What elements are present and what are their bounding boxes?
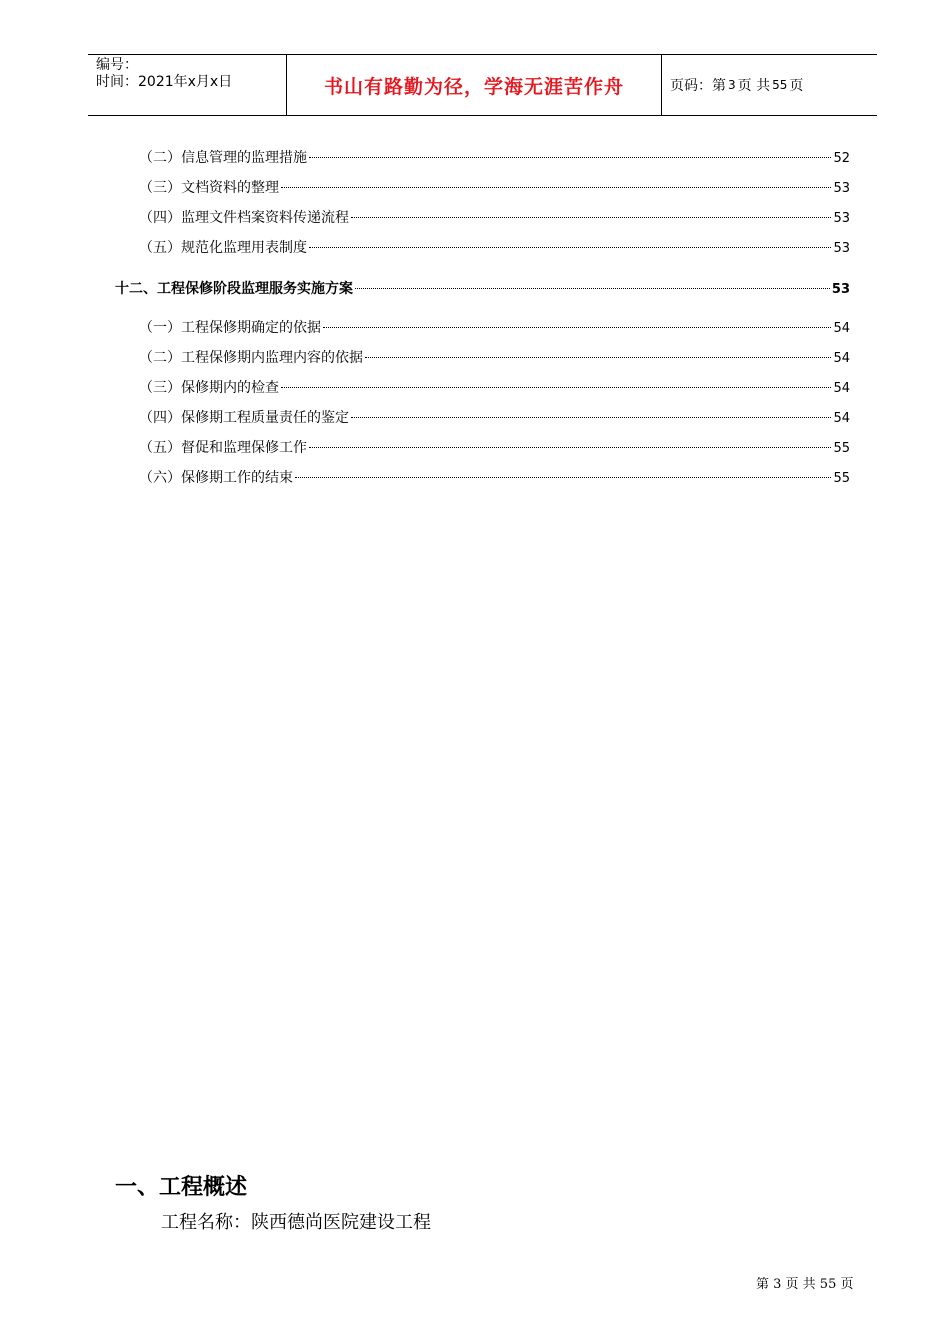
toc-entry-page: 53 — [831, 282, 850, 297]
toc-entry-title: （二）信息管理的监理措施 — [139, 150, 307, 166]
toc-entry[interactable] — [139, 378, 850, 398]
toc-entry[interactable] — [139, 178, 850, 198]
toc-entry-title: （四）保修期工程质量责任的鉴定 — [139, 410, 349, 426]
toc-entry-title: （一）工程保修期确定的依据 — [139, 320, 321, 336]
toc-leader-dots — [309, 246, 831, 248]
toc-entry[interactable] — [139, 348, 850, 368]
toc-entry-title: （六）保修期工作的结束 — [139, 470, 293, 486]
toc-entry-page: 55 — [833, 441, 850, 456]
page-current: 3 — [728, 78, 736, 92]
toc-leader-dots — [355, 287, 830, 289]
toc-entry-page: 54 — [833, 381, 850, 396]
document-time: 时间：2021年x月x日 — [96, 74, 233, 90]
page-prefix: 页码：第 — [670, 78, 726, 94]
toc-entry-title: （三）保修期内的检查 — [139, 380, 279, 396]
toc-entry[interactable] — [139, 238, 850, 258]
toc-leader-dots — [309, 156, 831, 158]
header-motto-cell — [286, 55, 662, 115]
toc-entry[interactable] — [139, 148, 850, 168]
motto: 书山有路勤为径，学海无涯苦作舟 — [323, 75, 624, 98]
toc-entry-page: 53 — [833, 241, 850, 256]
toc-leader-dots — [351, 416, 831, 418]
toc-entry-page: 54 — [833, 321, 850, 336]
toc-entry[interactable] — [139, 318, 850, 338]
toc-entry-page: 55 — [833, 471, 850, 486]
toc-entry-page: 52 — [833, 151, 850, 166]
toc-entry[interactable] — [139, 438, 850, 458]
section-heading: 一、工程概述 — [115, 1175, 248, 1200]
toc-entry-page: 54 — [833, 351, 850, 366]
toc-leader-dots — [323, 326, 831, 328]
toc-entry[interactable] — [139, 408, 850, 428]
page-mid: 页 共 — [737, 78, 771, 94]
toc-entry-title: （二）工程保修期内监理内容的依据 — [139, 350, 363, 366]
page-header — [88, 54, 877, 116]
toc-entry[interactable] — [139, 468, 850, 488]
toc-entry-title: （五）督促和监理保修工作 — [139, 440, 307, 456]
page-suffix: 页 — [789, 78, 804, 94]
page-total: 55 — [772, 78, 788, 92]
toc-leader-dots — [309, 446, 831, 448]
header-page-info — [670, 55, 870, 115]
toc-entry-page: 54 — [833, 411, 850, 426]
header-meta — [96, 55, 286, 115]
toc-entry-title: （五）规范化监理用表制度 — [139, 240, 307, 256]
toc-leader-dots — [281, 386, 831, 388]
toc-leader-dots — [281, 186, 831, 188]
project-name-line: 工程名称：陕西德尚医院建设工程 — [161, 1212, 431, 1233]
toc-leader-dots — [365, 356, 831, 358]
toc-chapter-entry[interactable] — [115, 279, 850, 299]
page-footer: 第 3 页 共 55 页 — [756, 1277, 854, 1292]
toc-entry-title: （四）监理文件档案资料传递流程 — [139, 210, 349, 226]
document-number-label: 编号： — [96, 57, 138, 73]
toc-leader-dots — [351, 216, 831, 218]
toc-entry[interactable] — [139, 208, 850, 228]
toc-entry-page: 53 — [833, 211, 850, 226]
toc-leader-dots — [295, 476, 831, 478]
toc-entry-title: （三）文档资料的整理 — [139, 180, 279, 196]
toc-entry-page: 53 — [833, 181, 850, 196]
toc-entry-title: 十二、工程保修阶段监理服务实施方案 — [115, 281, 353, 297]
